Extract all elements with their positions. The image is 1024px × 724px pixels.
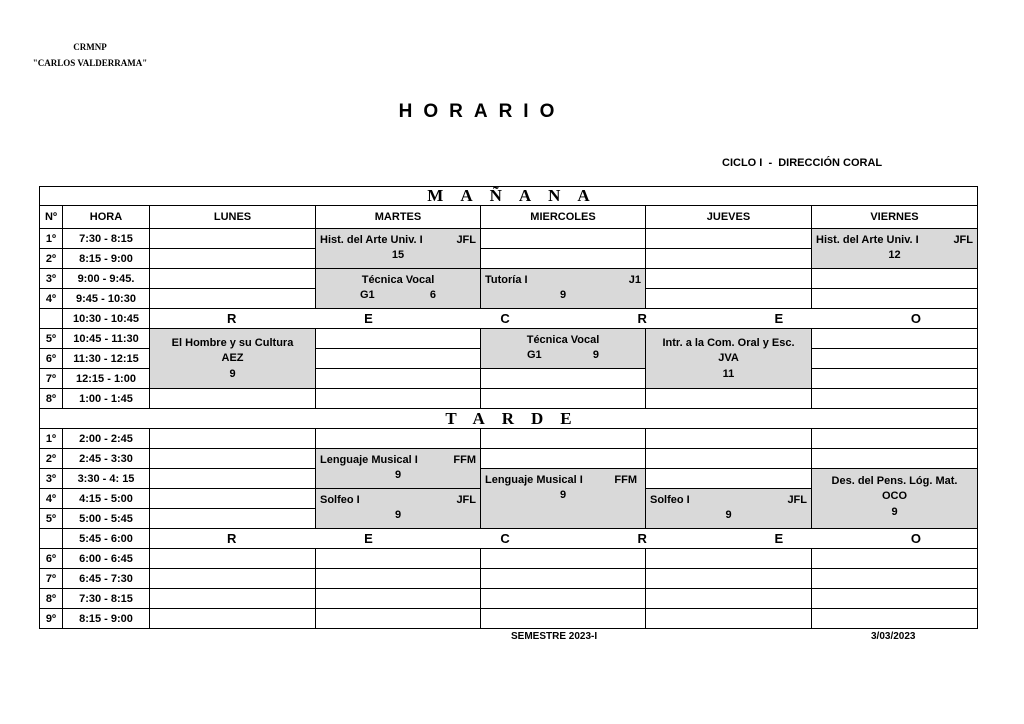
empty-cell — [812, 269, 978, 289]
class-group-b: 6 — [429, 289, 436, 301]
date-label: 3/03/2023 — [871, 631, 916, 642]
class-cell-miercoles_tecnica — [481, 329, 646, 369]
empty-cell — [812, 549, 978, 569]
class-line-a: Tutoría I — [485, 274, 528, 286]
empty-cell — [150, 449, 316, 469]
afternoon-header: TARDE — [39, 409, 978, 429]
empty-cell — [812, 289, 978, 309]
empty-cell — [812, 429, 978, 449]
row-number: 8º — [39, 589, 63, 609]
empty-cell — [316, 329, 481, 349]
row-number: 2º — [39, 249, 63, 269]
class-line-a: Técnica Vocal — [526, 334, 600, 346]
class-cell-lunes_hombre — [150, 329, 316, 389]
class-room-a: 9 — [229, 368, 236, 380]
empty-cell — [812, 389, 978, 409]
column-header-viernes: VIERNES — [812, 206, 978, 229]
empty-cell — [646, 249, 812, 269]
recess-letter: E — [364, 311, 373, 326]
row-number: 9º — [39, 609, 63, 629]
row-number: 4º — [39, 489, 63, 509]
recess-num — [39, 529, 63, 549]
class-teacher-a: AEZ — [221, 352, 244, 364]
empty-cell — [646, 589, 812, 609]
class-room-a: 9 — [394, 509, 402, 521]
row-time: 6:45 - 7:30 — [63, 569, 150, 589]
class-line-a: Intr. a la Com. Oral y Esc. — [662, 337, 795, 349]
row-time: 12:15 - 1:00 — [63, 369, 150, 389]
class-line-b: JFL — [787, 494, 807, 506]
class-group-b: 9 — [592, 349, 599, 361]
row-time: 9:45 - 10:30 — [63, 289, 150, 309]
empty-cell — [316, 429, 481, 449]
empty-cell — [481, 609, 646, 629]
row-time: 5:45 - 6:00 — [63, 529, 150, 549]
class-cell-martes_solfeo — [316, 489, 481, 529]
empty-cell — [150, 589, 316, 609]
class-line-a: Solfeo I — [320, 494, 360, 506]
empty-cell — [316, 549, 481, 569]
empty-cell — [150, 469, 316, 489]
empty-cell — [150, 289, 316, 309]
class-line-a: Des. del Pens. Lóg. Mat. — [831, 475, 958, 487]
empty-cell — [812, 449, 978, 469]
institution-subtitle: "CARLOS VALDERRAMA" — [32, 58, 148, 68]
row-number: 1º — [39, 429, 63, 449]
row-time: 10:45 - 11:30 — [63, 329, 150, 349]
row-number: 5º — [39, 509, 63, 529]
row-number: 3º — [39, 269, 63, 289]
class-cell-martes_lenguaje — [316, 449, 481, 489]
row-time: 2:45 - 3:30 — [63, 449, 150, 469]
empty-cell — [150, 609, 316, 629]
class-line-a: El Hombre y su Cultura — [171, 337, 294, 349]
empty-cell — [316, 389, 481, 409]
empty-cell — [646, 469, 812, 489]
row-time: 4:15 - 5:00 — [63, 489, 150, 509]
recess-letter: E — [364, 531, 373, 546]
empty-cell — [812, 329, 978, 349]
row-number: 2º — [39, 449, 63, 469]
morning-header: MAÑANA — [39, 186, 978, 206]
row-number: 1º — [39, 229, 63, 249]
row-time: 2:00 - 2:45 — [63, 429, 150, 449]
class-room-a: 12 — [888, 249, 901, 261]
row-number: 8º — [39, 389, 63, 409]
column-header-miercoles: MIERCOLES — [481, 206, 646, 229]
recess-letter: E — [774, 311, 784, 326]
class-group-a: G1 — [360, 289, 375, 301]
row-time: 9:00 - 9:45. — [63, 269, 150, 289]
empty-cell — [646, 549, 812, 569]
page-title: HORARIO — [398, 101, 566, 122]
empty-cell — [812, 609, 978, 629]
row-time: 10:30 - 10:45 — [63, 309, 150, 329]
row-time: 8:15 - 9:00 — [63, 249, 150, 269]
empty-cell — [150, 249, 316, 269]
class-line-b: FFM — [453, 454, 476, 466]
empty-cell — [150, 229, 316, 249]
class-line-a: Lenguaje Musical I — [485, 474, 583, 486]
class-line-b: JFL — [456, 234, 476, 246]
empty-cell — [316, 569, 481, 589]
class-cell-martes_hist — [316, 229, 481, 269]
row-time: 11:30 - 12:15 — [63, 349, 150, 369]
class-cell-martes_tecnica — [316, 269, 481, 309]
class-room-a: 9 — [394, 469, 402, 481]
institution-name: CRMNP — [73, 42, 107, 52]
column-header-lunes: LUNES — [150, 206, 316, 229]
class-cell-jueves_solfeo — [646, 489, 812, 529]
row-number: 3º — [39, 469, 63, 489]
empty-cell — [481, 569, 646, 589]
column-header-jueves: JUEVES — [646, 206, 812, 229]
class-line-a: Solfeo I — [650, 494, 690, 506]
empty-cell — [481, 369, 646, 389]
empty-cell — [812, 569, 978, 589]
empty-cell — [481, 249, 646, 269]
row-number: 6º — [39, 549, 63, 569]
class-cell-viernes_des — [812, 469, 978, 529]
recess-letter: O — [910, 531, 921, 546]
class-room-a: 9 — [891, 506, 898, 518]
class-line-b: FFM — [614, 474, 637, 486]
column-header-num: Nº — [39, 206, 63, 229]
recess-row — [150, 529, 978, 549]
row-time: 8:15 - 9:00 — [63, 609, 150, 629]
empty-cell — [150, 429, 316, 449]
recess-letter: C — [500, 311, 510, 326]
class-cell-jueves_intr — [646, 329, 812, 389]
row-time: 7:30 - 8:15 — [63, 229, 150, 249]
empty-cell — [150, 389, 316, 409]
class-line-a: Técnica Vocal — [361, 274, 435, 286]
class-group-a: G1 — [527, 349, 542, 361]
empty-cell — [646, 569, 812, 589]
row-number: 6º — [39, 349, 63, 369]
empty-cell — [316, 369, 481, 389]
class-cell-miercoles_tutoria — [481, 269, 646, 309]
row-time: 1:00 - 1:45 — [63, 389, 150, 409]
class-line-a: Lenguaje Musical I — [320, 454, 418, 466]
recess-letter: O — [910, 311, 921, 326]
empty-cell — [150, 489, 316, 509]
row-time: 6:00 - 6:45 — [63, 549, 150, 569]
recess-letter: R — [637, 531, 647, 546]
class-room-a: 9 — [725, 509, 732, 521]
empty-cell — [316, 609, 481, 629]
recess-letter: R — [637, 311, 647, 326]
class-line-b: JFL — [953, 234, 973, 246]
row-time: 5:00 - 5:45 — [63, 509, 150, 529]
class-teacher-a: OCO — [881, 490, 908, 502]
empty-cell — [481, 589, 646, 609]
class-cell-miercoles_lenguaje — [481, 469, 646, 529]
class-room-a: 9 — [559, 489, 567, 501]
empty-cell — [316, 349, 481, 369]
class-room-a: 9 — [559, 289, 567, 301]
empty-cell — [481, 549, 646, 569]
recess-letter: C — [500, 531, 510, 546]
class-room-a: 11 — [722, 368, 735, 380]
empty-cell — [646, 269, 812, 289]
empty-cell — [481, 449, 646, 469]
row-number: 7º — [39, 369, 63, 389]
empty-cell — [150, 569, 316, 589]
empty-cell — [481, 429, 646, 449]
empty-cell — [150, 509, 316, 529]
empty-cell — [481, 229, 646, 249]
class-room-a: 15 — [391, 249, 405, 261]
class-line-b: J1 — [628, 274, 641, 286]
row-time: 3:30 - 4: 15 — [63, 469, 150, 489]
class-line-b: JFL — [456, 494, 476, 506]
empty-cell — [812, 349, 978, 369]
empty-cell — [812, 589, 978, 609]
empty-cell — [150, 549, 316, 569]
empty-cell — [646, 389, 812, 409]
empty-cell — [646, 449, 812, 469]
class-line-a: Hist. del Arte Univ. I — [816, 234, 919, 246]
recess-num — [39, 309, 63, 329]
empty-cell — [812, 369, 978, 389]
class-line-a: Hist. del Arte Univ. I — [320, 234, 423, 246]
recess-letter: R — [227, 531, 237, 546]
empty-cell — [316, 589, 481, 609]
row-number: 5º — [39, 329, 63, 349]
recess-row — [150, 309, 978, 329]
empty-cell — [646, 229, 812, 249]
row-time: 7:30 - 8:15 — [63, 589, 150, 609]
empty-cell — [646, 289, 812, 309]
column-header-martes: MARTES — [316, 206, 481, 229]
schedule-table — [39, 186, 978, 629]
recess-letter: R — [227, 311, 237, 326]
row-number: 4º — [39, 289, 63, 309]
class-cell-viernes_hist — [812, 229, 978, 269]
row-number: 7º — [39, 569, 63, 589]
empty-cell — [646, 609, 812, 629]
semester-label: SEMESTRE 2023-I — [511, 631, 598, 642]
empty-cell — [150, 269, 316, 289]
empty-cell — [646, 429, 812, 449]
cycle-label: CICLO I - DIRECCIÓN CORAL — [722, 157, 883, 169]
class-teacher-a: JVA — [718, 352, 739, 364]
empty-cell — [481, 389, 646, 409]
recess-letter: E — [774, 531, 784, 546]
column-header-hora: HORA — [63, 206, 150, 229]
